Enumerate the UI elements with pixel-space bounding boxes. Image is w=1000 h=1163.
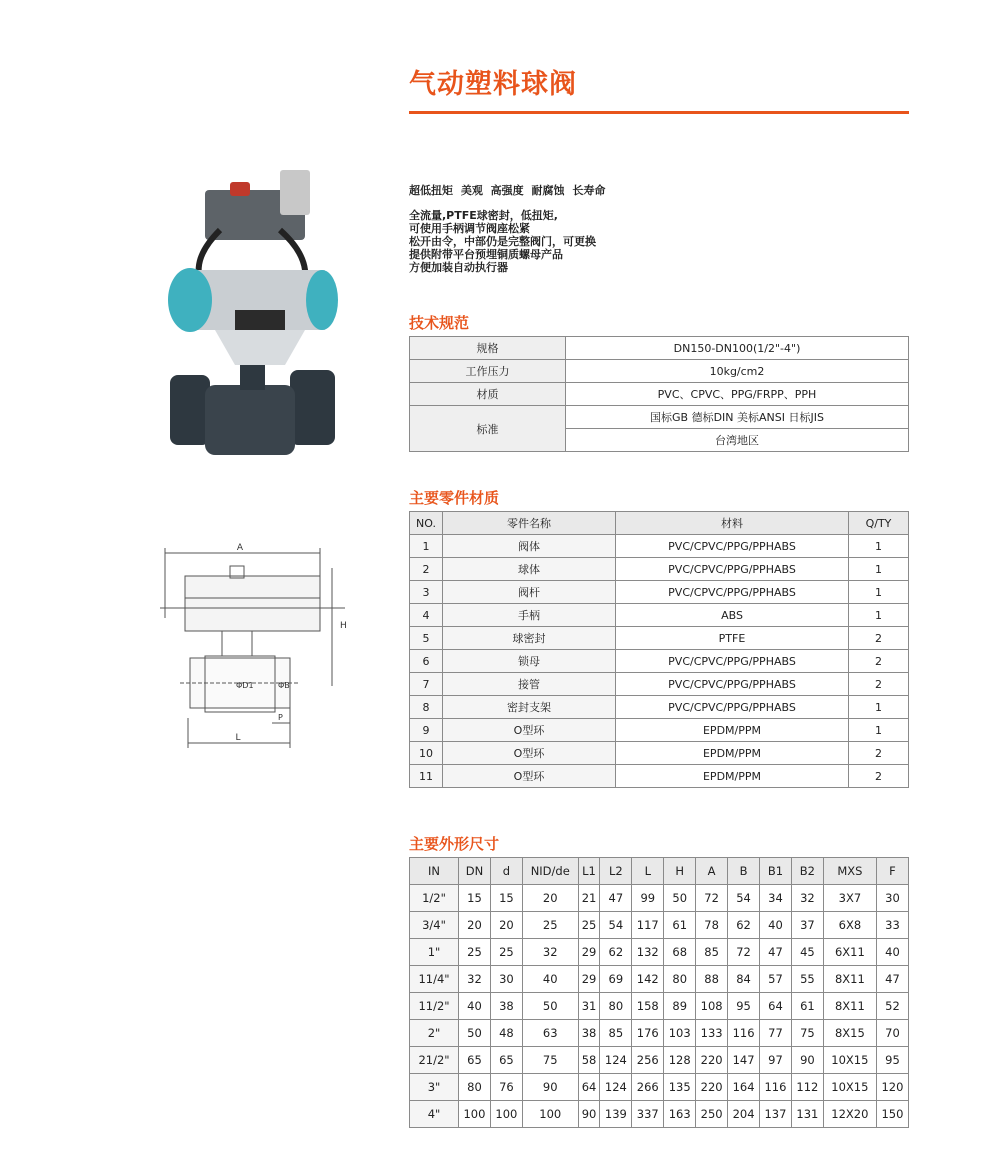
dims-cell: 95 <box>876 1047 908 1074</box>
dims-cell: 25 <box>459 939 491 966</box>
dims-header: A <box>696 858 728 885</box>
dims-cell: 139 <box>600 1101 632 1128</box>
parts-cell: 2 <box>849 627 909 650</box>
dims-cell: 90 <box>791 1047 823 1074</box>
dims-title: 主要外形尺寸 <box>409 835 500 853</box>
feature-headline: 超低扭矩 美观 高强度 耐腐蚀 长寿命 <box>409 184 606 197</box>
dims-cell: 128 <box>664 1047 696 1074</box>
dims-cell: 90 <box>578 1101 600 1128</box>
dims-header: B1 <box>760 858 792 885</box>
parts-cell: EPDM/PPM <box>616 765 849 788</box>
dims-cell: 80 <box>600 993 632 1020</box>
dims-cell: 21 <box>578 885 600 912</box>
drawing-label-d1: ΦD1 <box>236 681 254 690</box>
dims-cell: 21/2" <box>410 1047 459 1074</box>
parts-cell: 1 <box>849 696 909 719</box>
parts-cell: 3 <box>410 581 443 604</box>
feature-line: 可使用手柄调节阀座松紧 <box>409 222 530 235</box>
drawing-label-l: L <box>235 733 241 743</box>
dims-cell: 77 <box>760 1020 792 1047</box>
spec-value: 台湾地区 <box>566 429 909 452</box>
table-row <box>410 912 909 939</box>
spec-key: 材质 <box>410 383 566 406</box>
dims-cell: 72 <box>728 939 760 966</box>
dims-cell: 256 <box>632 1047 664 1074</box>
dims-cell: 3/4" <box>410 912 459 939</box>
parts-cell: PVC/CPVC/PPG/PPHABS <box>616 581 849 604</box>
dims-cell: 50 <box>522 993 578 1020</box>
dims-cell: 15 <box>459 885 491 912</box>
table-row <box>410 673 909 696</box>
dims-cell: 97 <box>760 1047 792 1074</box>
dims-cell: 47 <box>760 939 792 966</box>
dims-cell: 61 <box>791 993 823 1020</box>
parts-header: 材料 <box>616 512 849 535</box>
table-row <box>410 765 909 788</box>
dims-header: L2 <box>600 858 632 885</box>
parts-cell: O型环 <box>443 719 616 742</box>
table-row <box>410 1074 909 1101</box>
parts-cell: 1 <box>410 535 443 558</box>
dims-header: H <box>664 858 696 885</box>
dims-cell: 124 <box>600 1047 632 1074</box>
dims-cell: 6X11 <box>823 939 876 966</box>
dims-cell: 72 <box>696 885 728 912</box>
dims-cell: 61 <box>664 912 696 939</box>
feature-line: 方便加装自动执行器 <box>409 261 508 274</box>
dims-cell: 10X15 <box>823 1074 876 1101</box>
dims-cell: 3X7 <box>823 885 876 912</box>
parts-cell: 5 <box>410 627 443 650</box>
parts-cell: 阀杆 <box>443 581 616 604</box>
dims-cell: 68 <box>664 939 696 966</box>
dims-cell: 78 <box>696 912 728 939</box>
dims-cell: 65 <box>459 1047 491 1074</box>
dims-cell: 29 <box>578 966 600 993</box>
parts-cell: O型环 <box>443 742 616 765</box>
dims-cell: 25 <box>490 939 522 966</box>
dims-cell: 108 <box>696 993 728 1020</box>
parts-cell: 密封支架 <box>443 696 616 719</box>
parts-cell: 手柄 <box>443 604 616 627</box>
table-row <box>410 719 909 742</box>
dims-cell: 8X11 <box>823 993 876 1020</box>
drawing-label-b: ΦB <box>278 681 290 690</box>
dims-cell: 6X8 <box>823 912 876 939</box>
dims-cell: 55 <box>791 966 823 993</box>
dims-cell: 8X11 <box>823 966 876 993</box>
spec-key: 规格 <box>410 337 566 360</box>
dims-cell: 37 <box>791 912 823 939</box>
dims-cell: 64 <box>578 1074 600 1101</box>
dims-cell: 64 <box>760 993 792 1020</box>
parts-cell: PVC/CPVC/PPG/PPHABS <box>616 535 849 558</box>
dims-header: d <box>490 858 522 885</box>
table-row <box>410 535 909 558</box>
table-row <box>410 581 909 604</box>
dims-cell: 10X15 <box>823 1047 876 1074</box>
parts-cell: 2 <box>849 673 909 696</box>
dims-cell: 50 <box>459 1020 491 1047</box>
table-row <box>410 966 909 993</box>
parts-cell: 1 <box>849 604 909 627</box>
dims-cell: 32 <box>522 939 578 966</box>
dims-cell: 133 <box>696 1020 728 1047</box>
dims-header: L1 <box>578 858 600 885</box>
drawing-label-p: P <box>278 713 283 722</box>
parts-cell: 2 <box>849 765 909 788</box>
dims-cell: 85 <box>696 939 728 966</box>
parts-header: NO. <box>410 512 443 535</box>
dims-cell: 45 <box>791 939 823 966</box>
dims-header: L <box>632 858 664 885</box>
dims-header: NID/de <box>522 858 578 885</box>
dims-cell: 132 <box>632 939 664 966</box>
dims-cell: 58 <box>578 1047 600 1074</box>
dims-cell: 57 <box>760 966 792 993</box>
dims-cell: 29 <box>578 939 600 966</box>
spec-key: 标准 <box>410 406 566 452</box>
dims-cell: 147 <box>728 1047 760 1074</box>
dims-cell: 75 <box>522 1047 578 1074</box>
dims-cell: 337 <box>632 1101 664 1128</box>
spec-value: 10kg/cm2 <box>566 360 909 383</box>
dims-cell: 47 <box>876 966 908 993</box>
dims-cell: 116 <box>728 1020 760 1047</box>
table-header-row <box>410 858 909 885</box>
dims-cell: 33 <box>876 912 908 939</box>
dims-cell: 220 <box>696 1074 728 1101</box>
dims-cell: 120 <box>876 1074 908 1101</box>
parts-table <box>409 511 909 788</box>
dims-header: B <box>728 858 760 885</box>
title-divider <box>409 111 909 114</box>
dims-cell: 32 <box>459 966 491 993</box>
dims-cell: 164 <box>728 1074 760 1101</box>
dims-cell: 176 <box>632 1020 664 1047</box>
table-row <box>410 627 909 650</box>
dims-cell: 4" <box>410 1101 459 1128</box>
table-row <box>410 885 909 912</box>
dims-header: DN <box>459 858 491 885</box>
dims-cell: 137 <box>760 1101 792 1128</box>
parts-cell: 球密封 <box>443 627 616 650</box>
dims-cell: 80 <box>459 1074 491 1101</box>
dims-cell: 250 <box>696 1101 728 1128</box>
dims-cell: 158 <box>632 993 664 1020</box>
feature-line: 全流量,PTFE球密封，低扭矩, <box>409 209 558 222</box>
table-row <box>410 383 909 406</box>
dims-cell: 163 <box>664 1101 696 1128</box>
product-photo <box>160 160 340 470</box>
dims-cell: 34 <box>760 885 792 912</box>
page-title: 气动塑料球阀 <box>409 69 577 100</box>
parts-cell: O型环 <box>443 765 616 788</box>
dims-cell: 50 <box>664 885 696 912</box>
dims-cell: 88 <box>696 966 728 993</box>
parts-cell: 1 <box>849 558 909 581</box>
parts-cell: 1 <box>849 535 909 558</box>
table-row <box>410 360 909 383</box>
dims-cell: 38 <box>578 1020 600 1047</box>
drawing-label-a: A <box>236 543 244 553</box>
spec-table <box>409 336 909 452</box>
parts-cell: PVC/CPVC/PPG/PPHABS <box>616 673 849 696</box>
parts-cell: EPDM/PPM <box>616 742 849 765</box>
dims-cell: 30 <box>490 966 522 993</box>
parts-cell: 阀体 <box>443 535 616 558</box>
dimension-drawing <box>150 538 355 753</box>
dims-cell: 124 <box>600 1074 632 1101</box>
dims-cell: 100 <box>459 1101 491 1128</box>
dims-cell: 220 <box>696 1047 728 1074</box>
parts-cell: EPDM/PPM <box>616 719 849 742</box>
feature-line: 提供附带平台预埋铜质螺母产品 <box>409 248 563 261</box>
parts-cell: 2 <box>849 650 909 673</box>
table-row <box>410 1047 909 1074</box>
dims-cell: 1/2" <box>410 885 459 912</box>
dims-cell: 38 <box>490 993 522 1020</box>
table-row <box>410 558 909 581</box>
parts-cell: 1 <box>849 581 909 604</box>
parts-cell: PVC/CPVC/PPG/PPHABS <box>616 650 849 673</box>
dims-cell: 54 <box>728 885 760 912</box>
parts-cell: 2 <box>849 742 909 765</box>
dims-cell: 89 <box>664 993 696 1020</box>
spec-value: 国标GB 德标DIN 美标ANSI 日标JIS <box>566 406 909 429</box>
dims-cell: 8X15 <box>823 1020 876 1047</box>
parts-cell: 10 <box>410 742 443 765</box>
dims-cell: 117 <box>632 912 664 939</box>
table-row <box>410 939 909 966</box>
dims-cell: 65 <box>490 1047 522 1074</box>
dims-cell: 69 <box>600 966 632 993</box>
dims-cell: 70 <box>876 1020 908 1047</box>
table-row <box>410 696 909 719</box>
parts-cell: PTFE <box>616 627 849 650</box>
dims-cell: 62 <box>600 939 632 966</box>
dims-cell: 15 <box>490 885 522 912</box>
dims-cell: 76 <box>490 1074 522 1101</box>
dims-cell: 84 <box>728 966 760 993</box>
parts-cell: 11 <box>410 765 443 788</box>
dims-cell: 25 <box>578 912 600 939</box>
dims-header: B2 <box>791 858 823 885</box>
parts-cell: 1 <box>849 719 909 742</box>
dims-cell: 150 <box>876 1101 908 1128</box>
dims-cell: 63 <box>522 1020 578 1047</box>
parts-cell: 球体 <box>443 558 616 581</box>
dims-cell: 11/4" <box>410 966 459 993</box>
dims-cell: 40 <box>459 993 491 1020</box>
dims-cell: 11/2" <box>410 993 459 1020</box>
dims-cell: 112 <box>791 1074 823 1101</box>
parts-cell: PVC/CPVC/PPG/PPHABS <box>616 696 849 719</box>
dims-cell: 116 <box>760 1074 792 1101</box>
dims-header: IN <box>410 858 459 885</box>
dims-cell: 85 <box>600 1020 632 1047</box>
parts-cell: 7 <box>410 673 443 696</box>
parts-cell: 9 <box>410 719 443 742</box>
dims-header: MXS <box>823 858 876 885</box>
dims-cell: 25 <box>522 912 578 939</box>
parts-cell: ABS <box>616 604 849 627</box>
table-header-row <box>410 512 909 535</box>
dims-cell: 48 <box>490 1020 522 1047</box>
dims-cell: 266 <box>632 1074 664 1101</box>
table-row <box>410 406 909 429</box>
dims-cell: 99 <box>632 885 664 912</box>
dims-cell: 20 <box>490 912 522 939</box>
parts-cell: 锁母 <box>443 650 616 673</box>
dims-cell: 80 <box>664 966 696 993</box>
dims-cell: 100 <box>490 1101 522 1128</box>
dims-cell: 47 <box>600 885 632 912</box>
parts-title: 主要零件材质 <box>409 489 500 507</box>
table-row <box>410 1020 909 1047</box>
dims-cell: 90 <box>522 1074 578 1101</box>
parts-cell: 6 <box>410 650 443 673</box>
table-row <box>410 993 909 1020</box>
dims-cell: 40 <box>876 939 908 966</box>
parts-header: 零件名称 <box>443 512 616 535</box>
parts-cell: 接管 <box>443 673 616 696</box>
dims-cell: 30 <box>876 885 908 912</box>
dims-cell: 40 <box>522 966 578 993</box>
parts-header: Q/TY <box>849 512 909 535</box>
dims-cell: 20 <box>522 885 578 912</box>
dims-cell: 1" <box>410 939 459 966</box>
dims-cell: 103 <box>664 1020 696 1047</box>
table-row <box>410 650 909 673</box>
dims-cell: 2" <box>410 1020 459 1047</box>
table-row <box>410 1101 909 1128</box>
dims-cell: 100 <box>522 1101 578 1128</box>
parts-cell: PVC/CPVC/PPG/PPHABS <box>616 558 849 581</box>
parts-cell: 4 <box>410 604 443 627</box>
dims-cell: 3" <box>410 1074 459 1101</box>
parts-cell: 2 <box>410 558 443 581</box>
dims-cell: 31 <box>578 993 600 1020</box>
spec-key: 工作压力 <box>410 360 566 383</box>
spec-value: PVC、CPVC、PPG/FRPP、PPH <box>566 383 909 406</box>
dimensions-table <box>409 857 909 1128</box>
drawing-label-h: H <box>340 621 347 631</box>
spec-title: 技术规范 <box>409 314 470 332</box>
dims-cell: 131 <box>791 1101 823 1128</box>
dims-cell: 20 <box>459 912 491 939</box>
dims-cell: 54 <box>600 912 632 939</box>
dims-cell: 52 <box>876 993 908 1020</box>
dims-cell: 75 <box>791 1020 823 1047</box>
dims-cell: 62 <box>728 912 760 939</box>
dims-cell: 32 <box>791 885 823 912</box>
table-row <box>410 604 909 627</box>
feature-line: 松开由令，中部仍是完整阀门，可更换 <box>409 235 596 248</box>
spec-value: DN150-DN100(1/2"-4") <box>566 337 909 360</box>
dims-header: F <box>876 858 908 885</box>
feature-list <box>409 184 605 274</box>
table-row <box>410 337 909 360</box>
dims-cell: 135 <box>664 1074 696 1101</box>
dims-cell: 12X20 <box>823 1101 876 1128</box>
parts-cell: 8 <box>410 696 443 719</box>
table-row <box>410 742 909 765</box>
dims-cell: 204 <box>728 1101 760 1128</box>
dims-cell: 40 <box>760 912 792 939</box>
dims-cell: 142 <box>632 966 664 993</box>
dims-cell: 95 <box>728 993 760 1020</box>
